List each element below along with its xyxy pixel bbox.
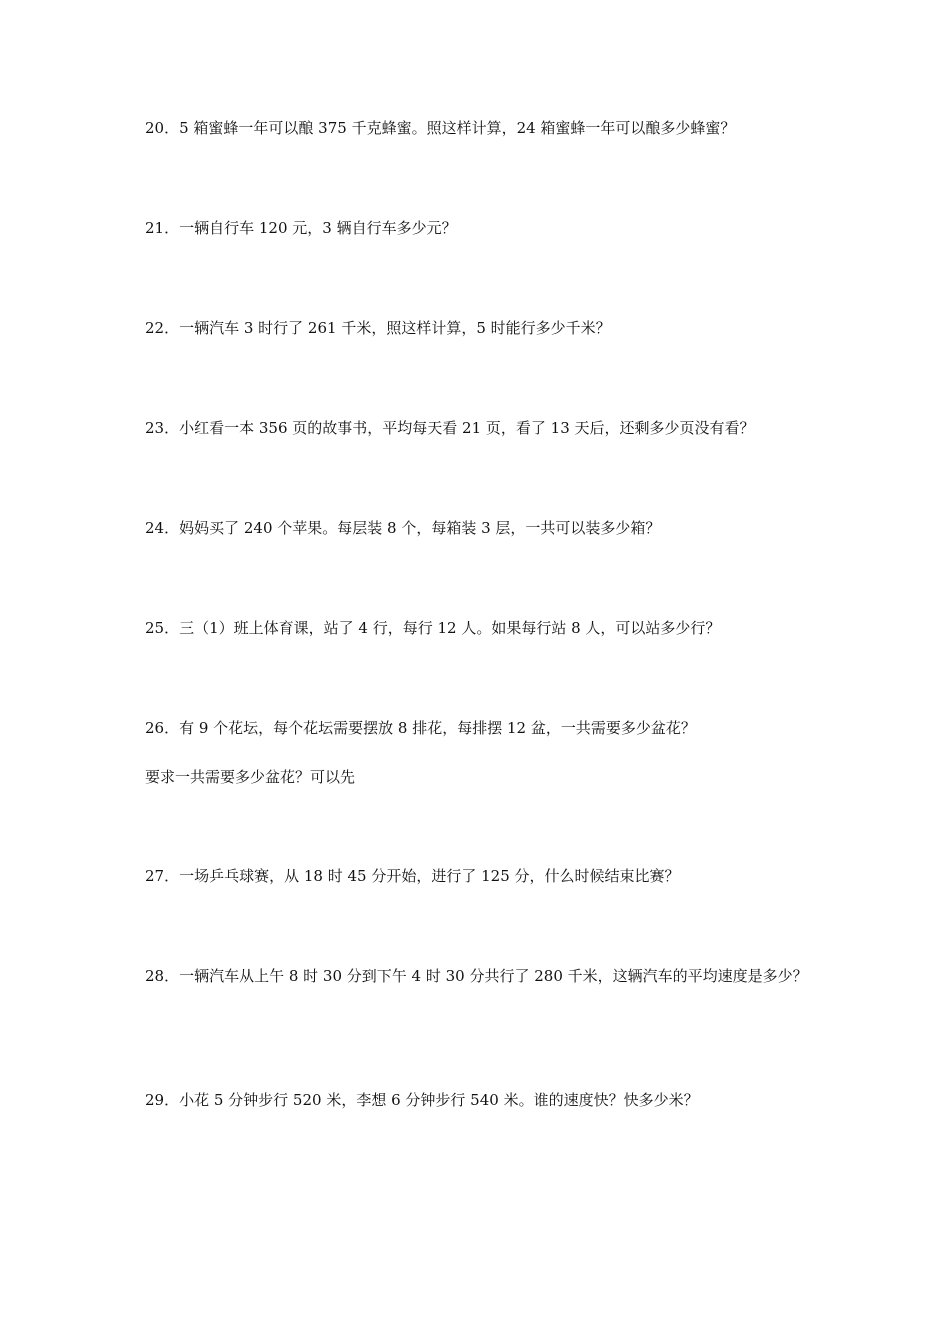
question-25: 25．三（1）班上体育课，站了 4 行，每行 12 人。如果每行站 8 人，可以站多少行？: [145, 619, 721, 637]
question-23: 23．小红看一本 356 页的故事书，平均每天看 21 页，看了 13 天后，还剩多少页没有看？: [145, 419, 755, 437]
question-29: 29．小花 5 分钟步行 520 米，李想 6 分钟步行 540 米。谁的速度快？快多少米？: [145, 1091, 699, 1109]
question-26: 26．有 9 个花坛，每个花坛需要摆放 8 排花，每排摆 12 盆，一共需要多少盆花？: [145, 719, 696, 737]
question-24: 24．妈妈买了 240 个苹果。每层装 8 个，每箱装 3 层，一共可以装多少箱？: [145, 519, 661, 537]
question-21: 21．一辆自行车 120 元，3 辆自行车多少元？: [145, 219, 457, 237]
question-22: 22．一辆汽车 3 时行了 261 千米，照这样计算，5 时能行多少千米？: [145, 319, 611, 337]
question-28: 28．一辆汽车从上午 8 时 30 分到下午 4 时 30 分共行了 280 千米，这辆汽车的平均速度是多少？: [145, 967, 808, 985]
question-20: 20．5 箱蜜蜂一年可以酿 375 千克蜂蜜。照这样计算，24 箱蜜蜂一年可以酿多少蜂蜜？: [145, 119, 736, 137]
question-27: 27．一场乒乓球赛，从 18 时 45 分开始，进行了 125 分，什么时候结束比赛？: [145, 867, 680, 885]
question-26-hint: 要求一共需要多少盆花？可以先: [145, 768, 356, 786]
